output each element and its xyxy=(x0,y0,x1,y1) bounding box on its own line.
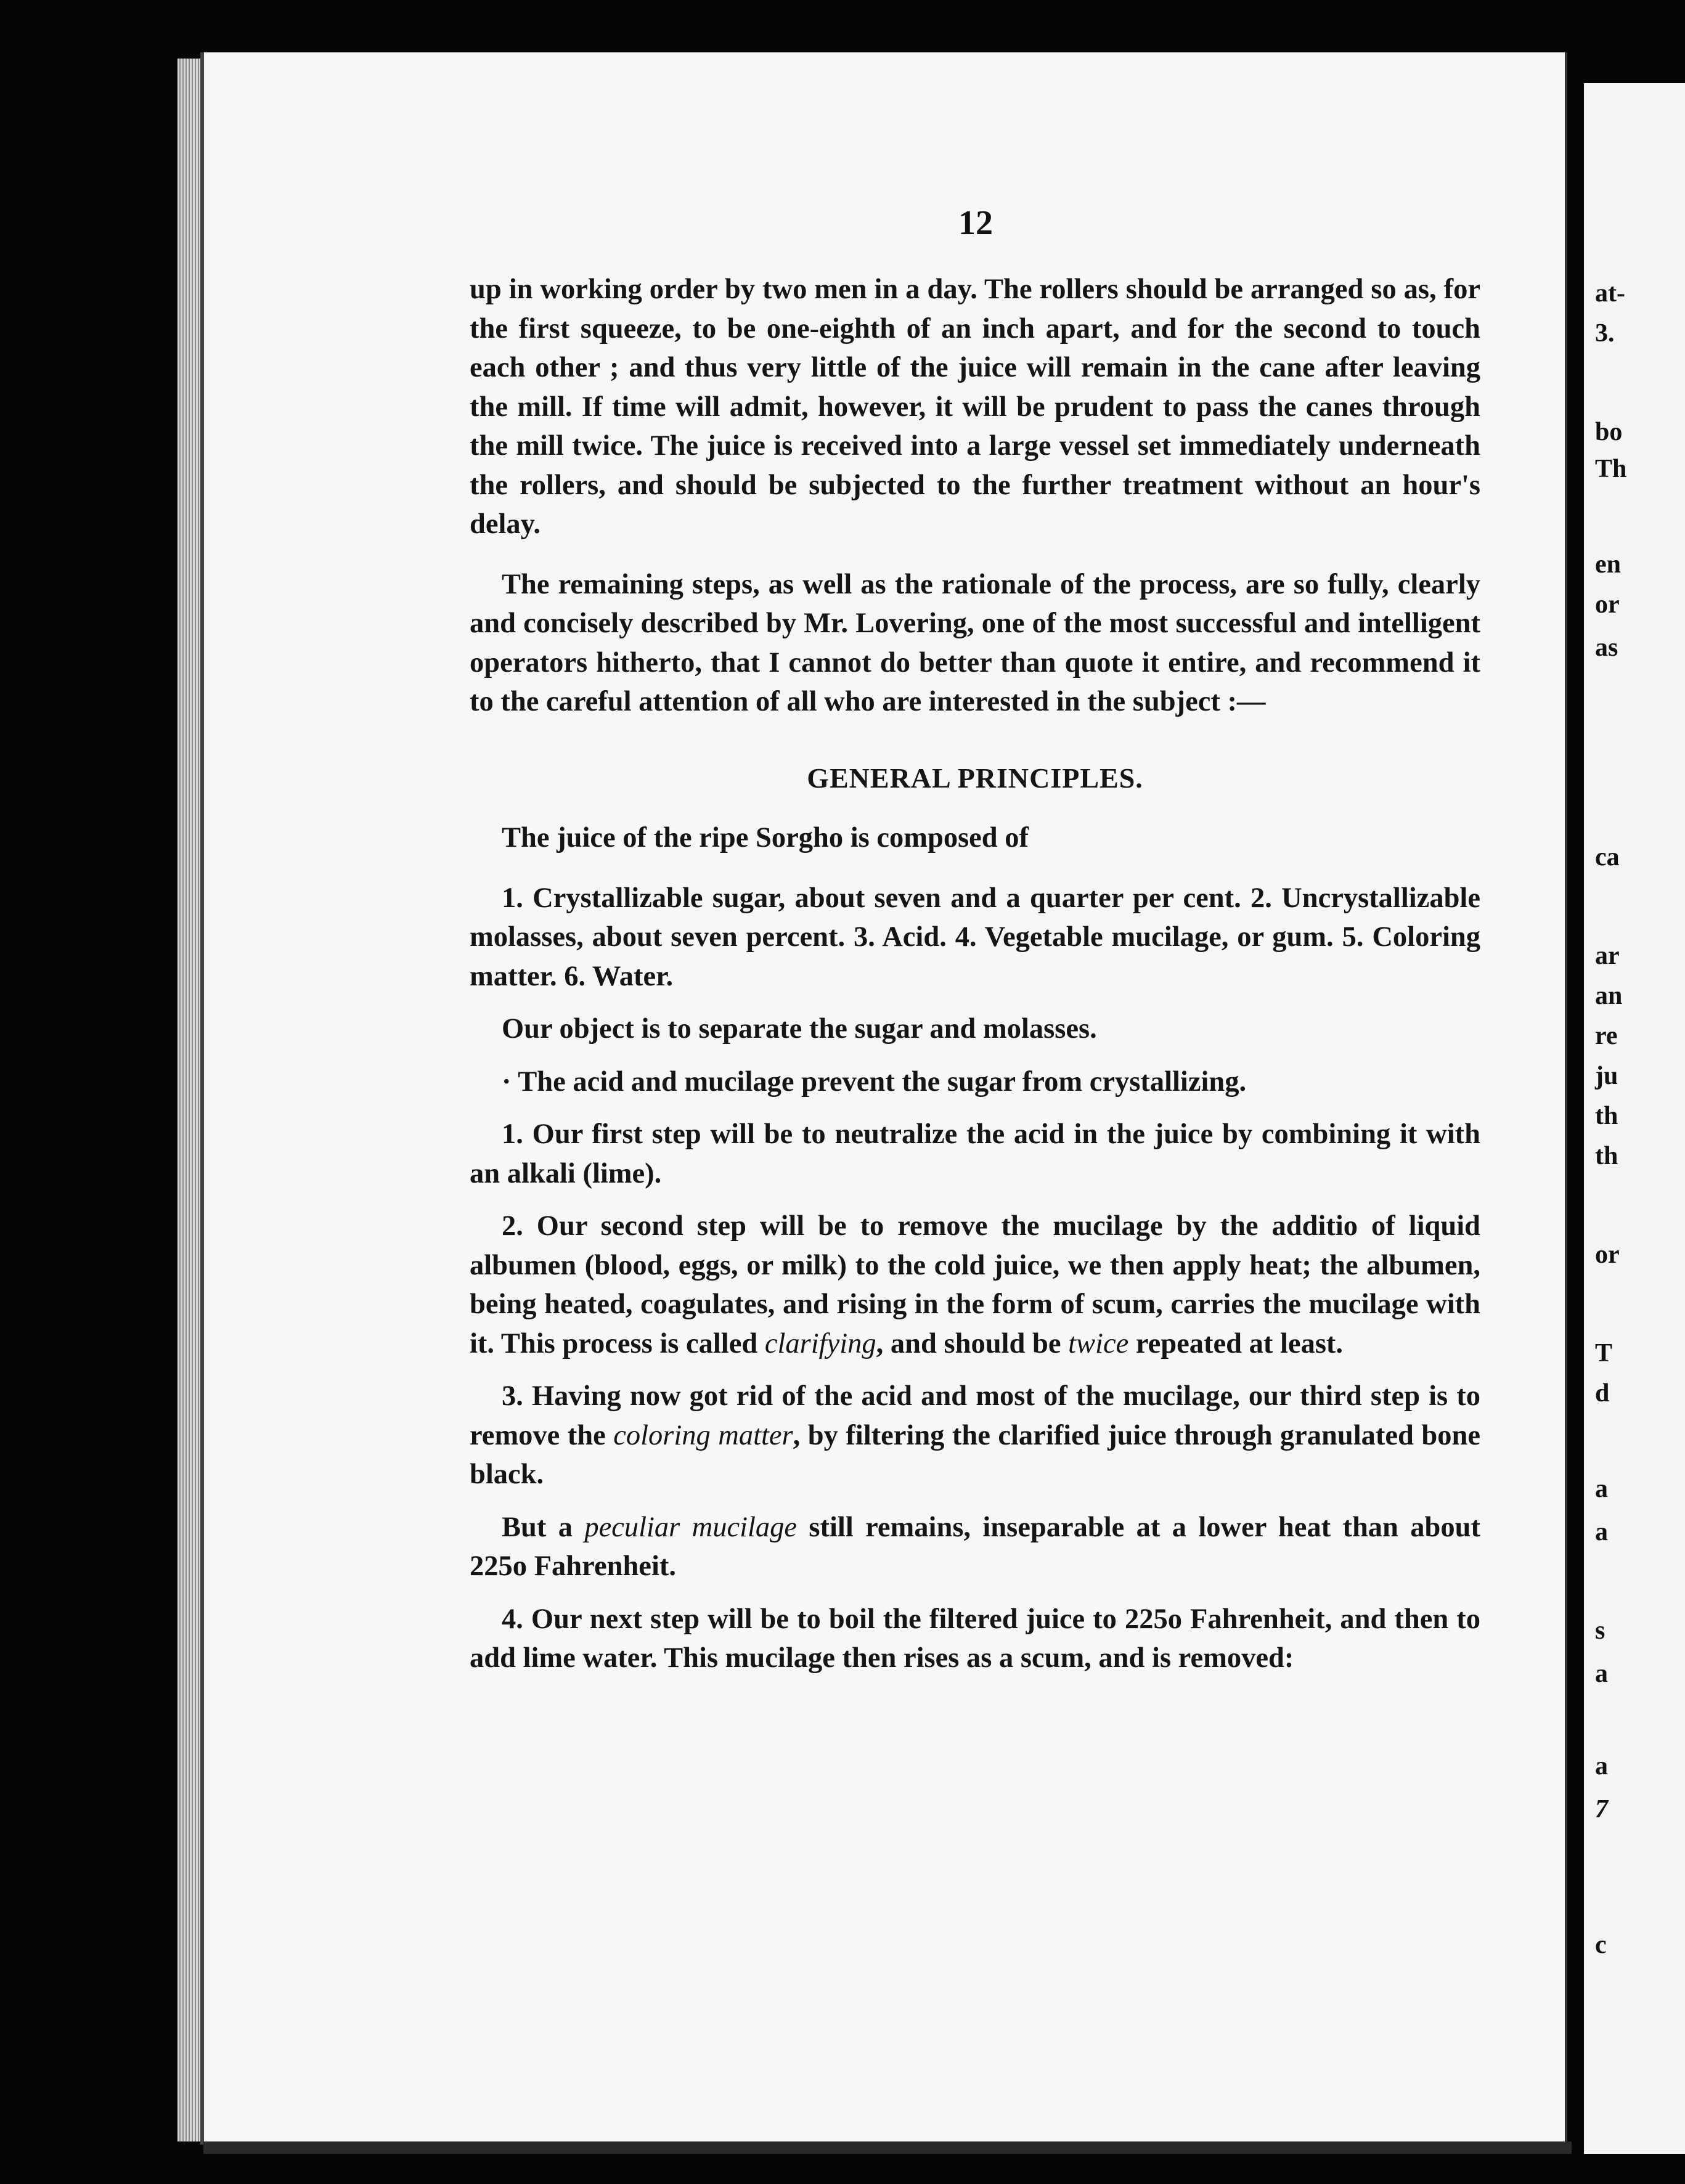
step-3-emphasis: coloring matter xyxy=(613,1419,793,1451)
next-page-fragment: or xyxy=(1595,590,1620,619)
next-page-fragment: Th xyxy=(1595,455,1627,483)
page-stack-edges xyxy=(177,59,202,2141)
next-page-fragment: s xyxy=(1595,1616,1605,1645)
step-1: 1. Our first step will be to neutralize the acid in the juice by combining it with an alkali (lime). xyxy=(470,1118,1480,1189)
next-page-fragment: a xyxy=(1595,1475,1608,1503)
paragraph-peculiar xyxy=(470,1508,1480,1586)
next-page-fragment: ar xyxy=(1595,942,1620,970)
next-page-edge xyxy=(1584,83,1685,2154)
peculiar-text-a: But a xyxy=(502,1511,585,1543)
paragraph-continued: up in working order by two men in a day. The rollers should be arranged so as, for the first squeeze, to be one-eighth of an inch apart, and for the second to touch each other ; and thus very little of the juice will remain in the cane after leaving the mill. If time will admit, however, it will be prudent to pass the canes through the mill twice. The juice is received into a large vessel set immediately underneath the rollers, and should be subjected to the further treatment without an hour's delay. xyxy=(470,274,1480,540)
next-page-fragment: re xyxy=(1595,1022,1618,1050)
next-page-fragment: th xyxy=(1595,1142,1618,1170)
next-page-fragment: or xyxy=(1595,1241,1620,1269)
step-3-text-a: 3. Having now got rid of the acid and most of the mucilage, our third step is to remove the xyxy=(470,1380,1480,1451)
paragraph-lovering: The remaining steps, as well as the rationale of the process, are so fully, clearly and concisely described by Mr. Lovering, one of the most successful and intelligent operators hitherto, that I cannot do better than quote it entire, and recommend it to the careful attention of all who are interested in the subject :— xyxy=(470,568,1480,717)
next-page-fragment: an xyxy=(1595,982,1623,1010)
step-2-emphasis-twice: twice xyxy=(1068,1327,1129,1359)
next-page-fragment: a xyxy=(1595,1752,1608,1780)
next-page-fragment: d xyxy=(1595,1379,1610,1408)
next-page-fragment: 7 xyxy=(1595,1795,1608,1823)
paragraph-object: Our object is to separate the sugar and molasses. xyxy=(502,1013,1097,1045)
paragraph-prevent: · The acid and mucilage prevent the sugar from crystallizing. xyxy=(502,1066,1247,1098)
step-3 xyxy=(470,1377,1480,1494)
step-4: 4. Our next step will be to boil the filtered juice to 225o Fahrenheit, and then to add lime water. This mucilage then rises as a scum, and is removed: xyxy=(470,1603,1480,1674)
step-2-text-a: 2. Our second step will be to remove the mucilage by the additio of liquid albumen (blood, eggs, or milk) to the cold juice, we then apply heat; the albumen, being heated, coagulates, and rising in the form of scum, carries the mucilage with it. This process is called xyxy=(470,1210,1480,1359)
section-heading: GENERAL PRINCIPLES. xyxy=(807,762,1143,794)
next-page-fragment: en xyxy=(1595,550,1621,579)
next-page-fragment: as xyxy=(1595,634,1618,662)
next-page-fragment: bo xyxy=(1595,418,1623,446)
paragraph-components: 1. Crystallizable sugar, about seven and a quarter per cent. 2. Uncrystallizable molasses, about seven percent. 3. Acid. 4. Vegetable mucilage, or gum. 5. Coloring matter. 6. Water. xyxy=(470,882,1480,992)
step-2-text-c: repeated at least. xyxy=(1128,1327,1344,1359)
step-3-text-b: , by filtering the clarified juice through granulated bone black. xyxy=(470,1419,1480,1490)
page-bottom-shadow xyxy=(203,2141,1572,2154)
next-page-fragment: a xyxy=(1595,1518,1608,1546)
next-page-fragment: T xyxy=(1595,1339,1613,1367)
next-page-fragment: at- xyxy=(1595,279,1625,308)
page-number: 12 xyxy=(958,204,993,242)
next-page-fragment: ju xyxy=(1595,1062,1618,1090)
next-page-fragment: th xyxy=(1595,1102,1618,1130)
peculiar-emphasis: peculiar mucilage xyxy=(584,1511,798,1543)
next-page-fragment: ca xyxy=(1595,843,1620,871)
next-page-fragment: c xyxy=(1595,1931,1607,1959)
next-page-fragment: 3. xyxy=(1595,319,1615,348)
peculiar-text-b: still remains, inseparable at a lower heat than about 225o Fahrenheit. xyxy=(470,1511,1480,1582)
step-2-text-b: , and should be xyxy=(876,1327,1069,1359)
paragraph-intro: The juice of the ripe Sorgho is composed of xyxy=(502,822,1029,854)
step-2 xyxy=(470,1207,1480,1363)
page-body xyxy=(470,270,1480,1678)
next-page-fragment: a xyxy=(1595,1660,1608,1688)
step-2-emphasis-clarifying: clarifying xyxy=(764,1327,876,1359)
